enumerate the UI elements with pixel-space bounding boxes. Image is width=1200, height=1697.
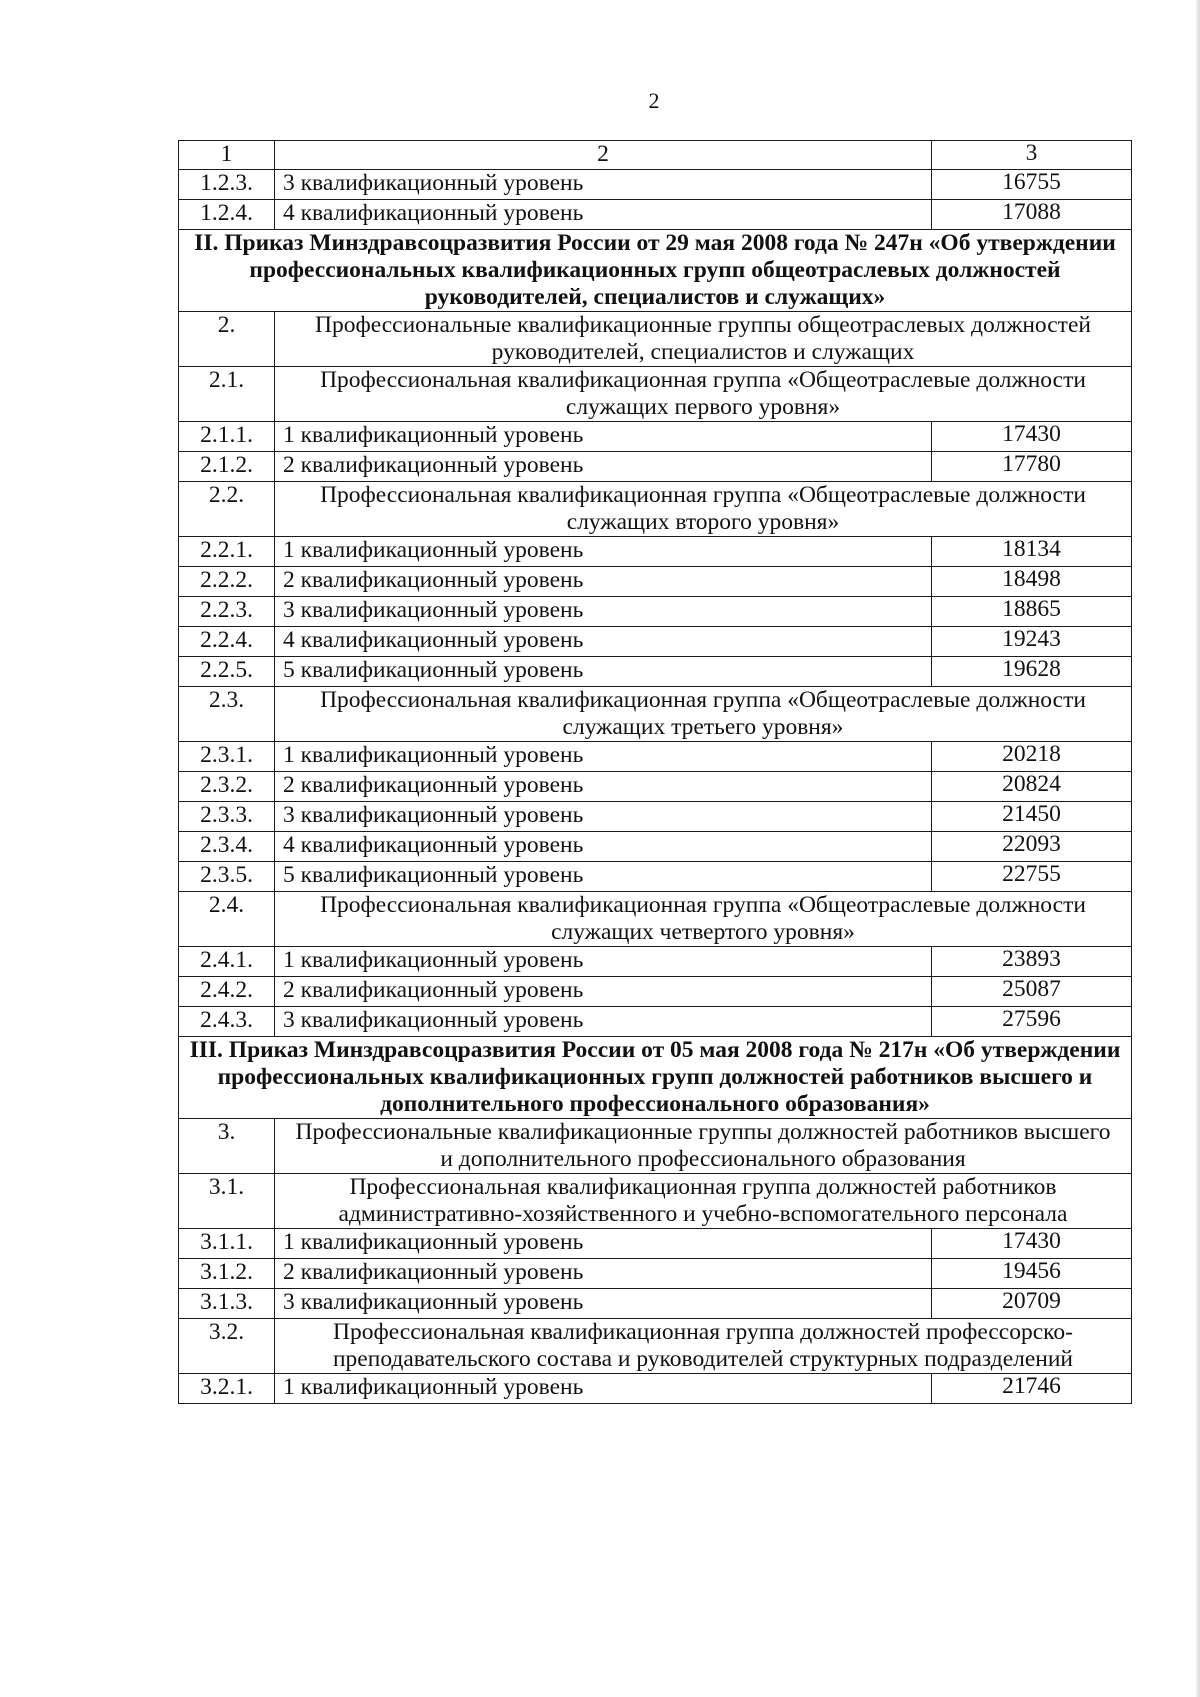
row-number: 2.2.4. (179, 627, 275, 657)
table-row (179, 862, 1132, 892)
table-row (179, 832, 1132, 862)
row-name: 2 квалификационный уровень (275, 772, 932, 802)
row-value: 27596 (932, 1007, 1132, 1037)
group-number: 2.2. (179, 482, 275, 537)
group-number: 2.1. (179, 367, 275, 422)
table-row (179, 947, 1132, 977)
table-row (179, 422, 1132, 452)
row-number: 2.1.1. (179, 422, 275, 452)
section-heading-row (179, 1037, 1132, 1119)
group-title: Профессиональная квалификационная группа должностей профессорско-преподавательского состава и руководителей структурных подразделений (275, 1319, 1132, 1374)
table-row (179, 200, 1132, 230)
group-title: Профессиональная квалификационная группа «Общеотраслевые должности служащих второго уровня» (275, 482, 1132, 537)
row-name: 2 квалификационный уровень (275, 452, 932, 482)
table-row (179, 742, 1132, 772)
row-value: 20709 (932, 1289, 1132, 1319)
table-row (179, 977, 1132, 1007)
row-number: 2.1.2. (179, 452, 275, 482)
salary-table (178, 140, 1132, 1404)
table-row (179, 1374, 1132, 1404)
table-row (179, 627, 1132, 657)
row-value: 19243 (932, 627, 1132, 657)
row-name: 3 квалификационный уровень (275, 597, 932, 627)
row-number: 1.2.3. (179, 170, 275, 200)
row-value: 17088 (932, 200, 1132, 230)
row-name: 5 квалификационный уровень (275, 657, 932, 687)
row-number: 2.3.3. (179, 802, 275, 832)
row-value: 18865 (932, 597, 1132, 627)
table-row (179, 170, 1132, 200)
row-value: 17430 (932, 422, 1132, 452)
row-number: 2.2.3. (179, 597, 275, 627)
row-number: 2.2.2. (179, 567, 275, 597)
row-value: 17780 (932, 452, 1132, 482)
group-row (179, 687, 1132, 742)
group-row (179, 312, 1132, 367)
table-row (179, 452, 1132, 482)
row-number: 1.2.4. (179, 200, 275, 230)
row-number: 2.4.3. (179, 1007, 275, 1037)
row-name: 3 квалификационный уровень (275, 1289, 932, 1319)
row-number: 2.4.1. (179, 947, 275, 977)
group-number: 2.4. (179, 892, 275, 947)
row-number: 2.3.5. (179, 862, 275, 892)
row-value: 19628 (932, 657, 1132, 687)
group-number: 2. (179, 312, 275, 367)
row-name: 4 квалификационный уровень (275, 200, 932, 230)
row-name: 4 квалификационный уровень (275, 832, 932, 862)
group-number: 2.3. (179, 687, 275, 742)
row-name: 1 квалификационный уровень (275, 947, 932, 977)
table-row (179, 1259, 1132, 1289)
group-title: Профессиональные квалификационные группы должностей работников высшего и дополнительного профессионального образования (275, 1119, 1132, 1174)
row-name: 1 квалификационный уровень (275, 1374, 932, 1404)
row-value: 22755 (932, 862, 1132, 892)
row-value: 19456 (932, 1259, 1132, 1289)
table-header-row (179, 141, 1132, 170)
group-title: Профессиональные квалификационные группы общеотраслевых должностей руководителей, специалистов и служащих (275, 312, 1132, 367)
row-number: 3.2.1. (179, 1374, 275, 1404)
group-row (179, 1119, 1132, 1174)
row-name: 3 квалификационный уровень (275, 170, 932, 200)
group-title: Профессиональная квалификационная группа «Общеотраслевые должности служащих первого уровня» (275, 367, 1132, 422)
row-value: 20218 (932, 742, 1132, 772)
row-name: 2 квалификационный уровень (275, 977, 932, 1007)
row-name: 1 квалификационный уровень (275, 1229, 932, 1259)
table-row (179, 1289, 1132, 1319)
section-heading-2: II. Приказ Минздравсоцразвития России от 29 мая 2008 года № 247н «Об утверждении профессиональных квалификационных групп общеотраслевых должностей руководителей, специалистов и служащих» (179, 230, 1132, 312)
header-col-3: 3 (932, 141, 1132, 170)
row-name: 3 квалификационный уровень (275, 802, 932, 832)
group-title: Профессиональная квалификационная группа «Общеотраслевые должности служащих третьего уровня» (275, 687, 1132, 742)
row-number: 3.1.1. (179, 1229, 275, 1259)
row-name: 1 квалификационный уровень (275, 742, 932, 772)
row-number: 3.1.3. (179, 1289, 275, 1319)
row-name: 5 квалификационный уровень (275, 862, 932, 892)
group-title: Профессиональная квалификационная группа «Общеотраслевые должности служащих четвертого уровня» (275, 892, 1132, 947)
row-name: 3 квалификационный уровень (275, 1007, 932, 1037)
row-number: 2.3.1. (179, 742, 275, 772)
row-value: 21450 (932, 802, 1132, 832)
table-row (179, 802, 1132, 832)
group-row (179, 482, 1132, 537)
row-value: 23893 (932, 947, 1132, 977)
row-value: 21746 (932, 1374, 1132, 1404)
group-row (179, 367, 1132, 422)
row-value: 25087 (932, 977, 1132, 1007)
header-col-2: 2 (275, 141, 932, 170)
row-value: 20824 (932, 772, 1132, 802)
section-heading-row (179, 230, 1132, 312)
table-row (179, 657, 1132, 687)
table-row (179, 597, 1132, 627)
row-number: 2.2.1. (179, 537, 275, 567)
table-row (179, 567, 1132, 597)
row-number: 2.3.4. (179, 832, 275, 862)
table-row (179, 772, 1132, 802)
row-value: 18498 (932, 567, 1132, 597)
group-title: Профессиональная квалификационная группа должностей работников административно-хозяйственного и учебно-вспомогательного персонала (275, 1174, 1132, 1229)
row-number: 2.3.2. (179, 772, 275, 802)
group-number: 3.2. (179, 1319, 275, 1374)
group-row (179, 892, 1132, 947)
table-row (179, 1007, 1132, 1037)
page-number: 2 (648, 88, 660, 113)
group-number: 3.1. (179, 1174, 275, 1229)
group-number: 3. (179, 1119, 275, 1174)
row-name: 4 квалификационный уровень (275, 627, 932, 657)
header-col-1: 1 (179, 141, 275, 170)
row-number: 3.1.2. (179, 1259, 275, 1289)
row-name: 1 квалификационный уровень (275, 422, 932, 452)
row-name: 2 квалификационный уровень (275, 1259, 932, 1289)
row-value: 18134 (932, 537, 1132, 567)
scan-edge (1196, 0, 1200, 1697)
row-name: 2 квалификационный уровень (275, 567, 932, 597)
row-value: 17430 (932, 1229, 1132, 1259)
group-row (179, 1319, 1132, 1374)
group-row (179, 1174, 1132, 1229)
row-number: 2.4.2. (179, 977, 275, 1007)
row-number: 2.2.5. (179, 657, 275, 687)
row-value: 22093 (932, 832, 1132, 862)
row-name: 1 квалификационный уровень (275, 537, 932, 567)
row-value: 16755 (932, 170, 1132, 200)
section-heading-3: III. Приказ Минздравсоцразвития России от 05 мая 2008 года № 217н «Об утверждении профессиональных квалификационных групп должностей работников высшего и дополнительного профессионального образования» (179, 1037, 1132, 1119)
table-row (179, 537, 1132, 567)
table-row (179, 1229, 1132, 1259)
